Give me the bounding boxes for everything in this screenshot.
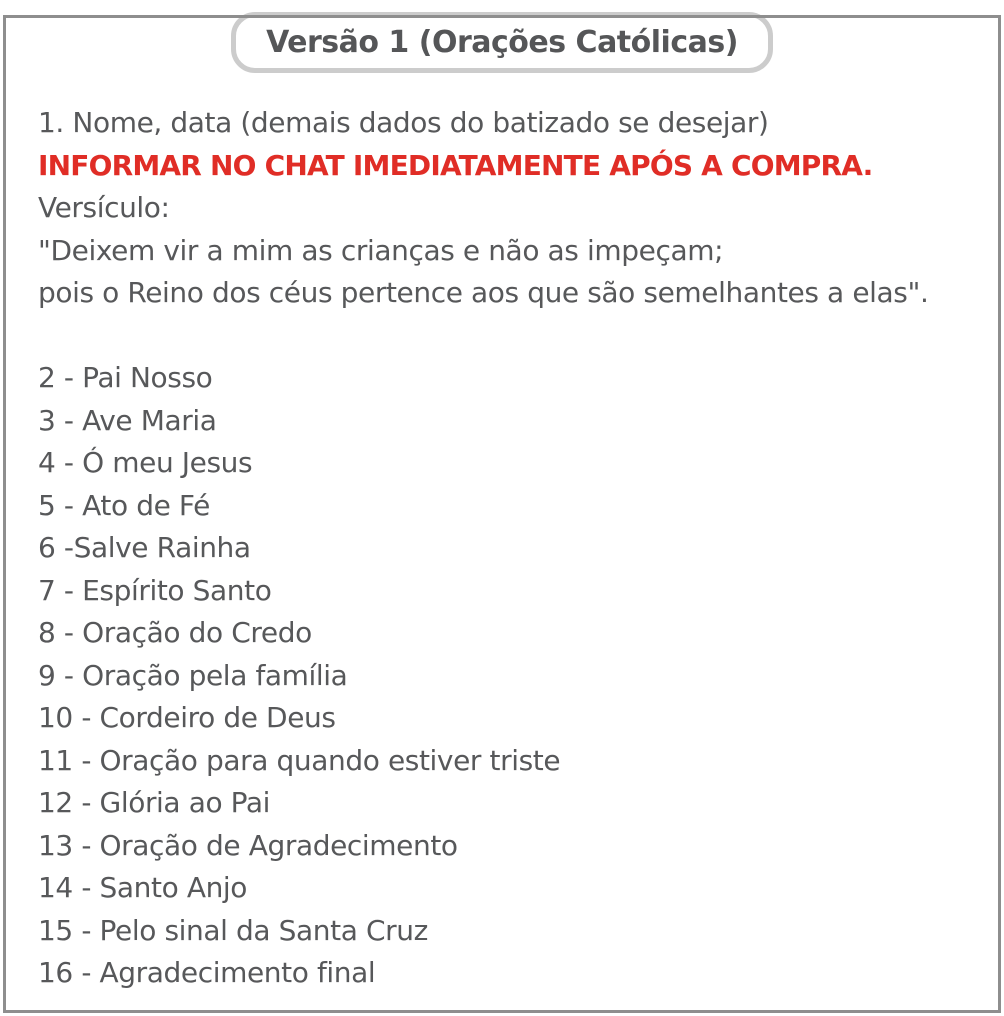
prayer-item-oracao-pela-familia: 9 - Oração pela família	[38, 658, 348, 692]
prayer-item-ave-maria: 3 - Ave Maria	[38, 403, 217, 437]
prayer-item-santo-anjo: 14 - Santo Anjo	[38, 871, 248, 904]
prayer-item-oracao-de-agradecimento: 13 - Oração de Agradecimento	[38, 828, 458, 862]
prayer-item-salve-rainha: 6 -Salve Rainha	[38, 531, 251, 564]
version-badge-label: Versão 1 (Orações Católicas)	[266, 25, 738, 60]
warning-text: INFORMAR NO CHAT IMEDIATAMENTE APÓS A COMPRA.	[38, 148, 873, 182]
prayer-item-o-meu-jesus: 4 - Ó meu Jesus	[38, 446, 253, 479]
prayer-list	[38, 357, 984, 995]
prayer-item-espirito-santo: 7 - Espírito Santo	[38, 573, 272, 607]
prayer-item-ato-de-fe: 5 - Ato de Fé	[38, 488, 210, 522]
blank-spacer-line	[38, 315, 984, 358]
version-badge	[231, 12, 773, 73]
prayer-item-pai-nosso: 2 - Pai Nosso	[38, 361, 213, 394]
prayer-item-cordeiro-de-deus: 10 - Cordeiro de Deus	[38, 701, 336, 734]
verse-line-2: pois o Reino dos céus pertence aos que são semelhantes a elas".	[38, 276, 929, 309]
prayer-flyer-page	[0, 12, 1004, 1016]
document-content	[38, 102, 984, 995]
versiculo-label: Versículo:	[38, 191, 170, 224]
prayer-item-agradecimento-final: 16 - Agradecimento final	[38, 956, 376, 989]
verse-line-1: "Deixem vir a mim as crianças e não as impeçam;	[38, 233, 724, 267]
prayer-item-gloria-ao-pai: 12 - Glória ao Pai	[38, 786, 271, 819]
prayer-item-pelo-sinal-da-santa-cruz: 15 - Pelo sinal da Santa Cruz	[38, 913, 428, 947]
prayer-item-oracao-quando-triste: 11 - Oração para quando estiver triste	[38, 743, 561, 777]
intro-line-name-data: 1. Nome, data (demais dados do batizado se desejar)	[38, 106, 769, 139]
prayer-item-oracao-do-credo: 8 - Oração do Credo	[38, 616, 312, 649]
